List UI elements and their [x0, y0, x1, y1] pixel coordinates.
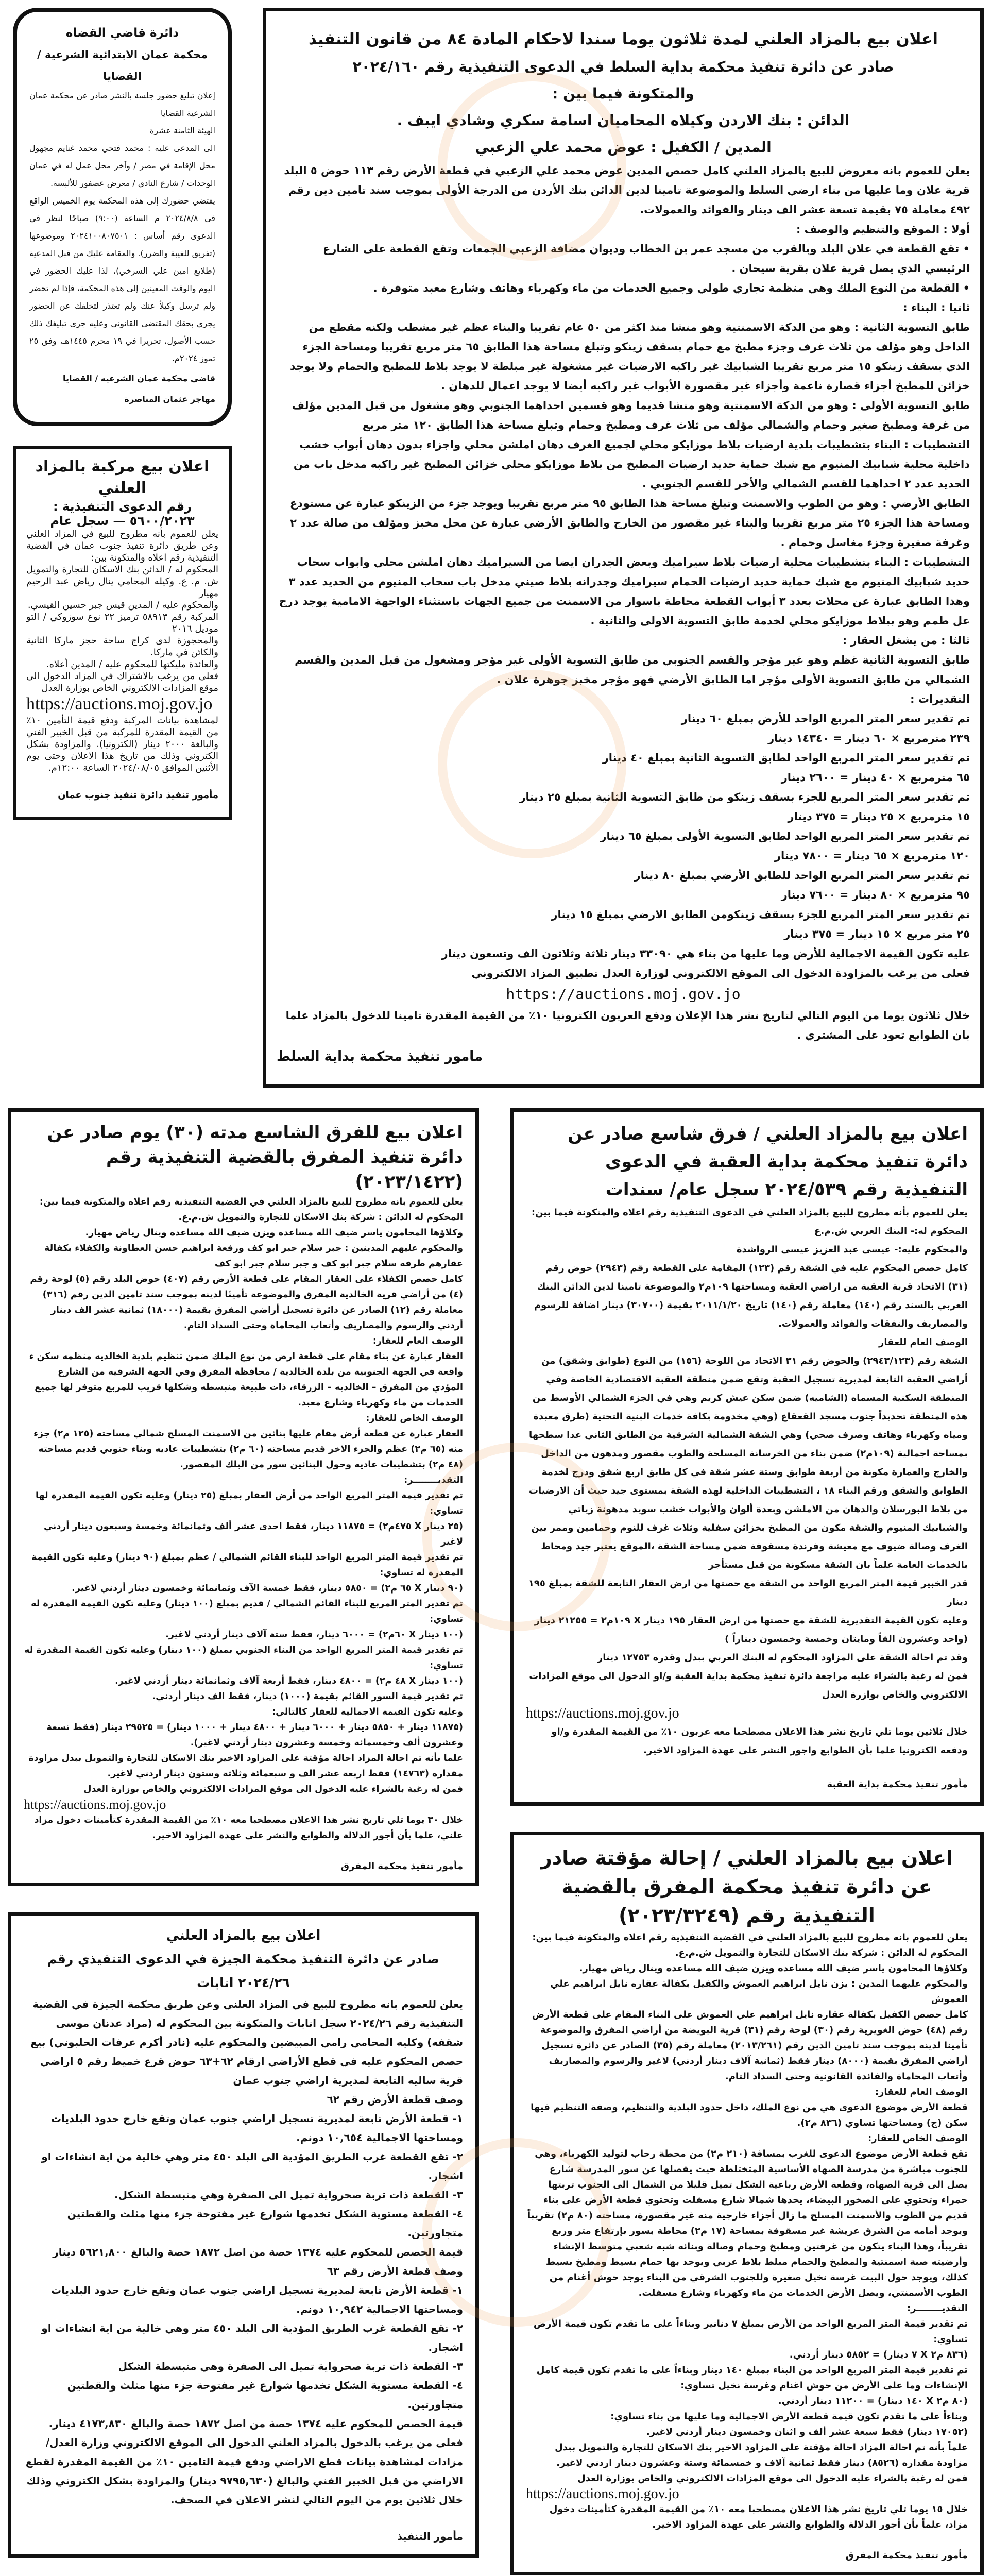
notice-paragraph: (١٧٠٥٢ دينار) فقط سبعة عشر ألف و اثنان وخمسون دينار أردني لاغير.: [646, 2427, 968, 2437]
notice-paragraph: والمحكوم عليهما المدين : يزن نايل ابراهيم العموش والكفيل بكفالة عقاره نايل ابراهيم علي العموش: [550, 1978, 968, 2005]
notice-paragraph: الوصف العام للعقار:: [372, 1336, 463, 1346]
bottom-right-column: [510, 1108, 984, 2575]
notice-paragraph: ثالثا : من يشغل العقار :: [842, 634, 970, 647]
notice-paragraph: ٩٥ مترمربع × ٨٠ دينار = ٧٦٠٠ دينار: [781, 889, 970, 901]
notice-paragraph: وعليه تكون القيمة التقديرية للشقة مع حصتها من ارض العقار ١٩٥ دينار X ١٠٩م٢ = ٢١٢٥٥ دينار: [534, 1615, 968, 1626]
notice-paragraph: المحكوم له:- البنك العربي ش.م.ع: [814, 1226, 968, 1236]
auctions-link[interactable]: https://auctions.moj.gov.jo: [506, 986, 741, 1003]
notice-paragraph: التقديــــــــر:: [907, 2303, 968, 2314]
notice-paragraph: خلال ثلاثين يوما تلي تاريخ نشر هذا الاعلان مصطحبا معه عربون ١٠٪ من القيمة المقدرة و/او ودفعه الكترونيا علما بأن الطوابع واجور النشر على عهدة المزاود الاخير.: [551, 1726, 968, 1756]
notice-paragraph: • القطعة من النوع الملك وهي منظمة تجاري طولي وجميع الخدمات من ماء وكهرباء وهاتف وشارع معبد متوفرة .: [373, 282, 970, 294]
notice-paragraph: (١٠٠ دينار X ٤٨ م٢) = ٤٨٠٠ دينار، فقط أربعة آلاف وثمانمائة دينار أردني لاغير.: [115, 1676, 463, 1686]
notice-paragraph: وكلاؤها المحامون ياسر ضيف الله مساعده ويزن ضيف الله مساعده وينال رياض مهيار.: [85, 1228, 463, 1238]
notice-paragraph: (واحد وعشرون الفاً ومايتان وخمسة وخمسون ديناراً ): [725, 1634, 968, 1645]
notice-title: محكمة عمان الابتدائية الشرعية / القضايا: [37, 48, 208, 82]
notice-title: ٥٦٠٠/٢٠٢٣ — سجل عام: [50, 514, 195, 528]
notice-paragraph: تقع قطعة الأرض موضوع الدعوى للغرب بمسافة (٢١٠ م٢) من محطة رحاب لتوليد الكهرباء، وهي للجنوب مباشرة من مدرسة الصهاه الأساسية المتختلطة حيث يفصلها عن سور المدرسة شارع يصل الى قرية الصهاه، وقطعة الأرض رباعية الشكل تميل قليلا من الشمال الى الجنوب تربتها حمراء وتحتوي على الصخور البيضاء، يحدها شمالا شارع مسفلت وتحتوي قطعة الأرض على بناء قديم من الطوب والأسمنت المسلح ما زال أجزاء خارجية منه غير مقصورة، مساحته (٨٠ م٢) تقريباً ويوجد أمامه من الشرق عريشة غير مسقوفة بمساحة (١٧ م٢) محاطة بسور بإرتفاع متر وربع تقريباً، وهذا البناء يتكون من غرفتين ومطبخ وحمام وصالة وبنائه شبه شعبي متوسط الإنشاء وأرضيته صبة اسمنتية والمطبخ والحمام مبلط بلاط عربي ويوجد بها حمام بسيط ومطبخ بسيط كذلك، ويوجد حول البيت غرسة نخيل صغيرة وللجنوب الشرقي من البناء يوجد حوش أغنام من الطوب الأسمنتي، ويصل الأرض الخدمات من ماء وكهرباء وشارع مسفلت.: [527, 2148, 968, 2298]
notice-paragraph: طابق التسوية الأولى : وهو من الدكة الاسمنتية وهو منشا قديما وهو قسمين احداهما الجنوبي وهو مشغول من قبل المدين مؤلف من غرفة ومطبخ صغير وحمام والشمالي مؤلف من ثلاث غرف ومطبخ وحمام وتبلغ مساحة هذا الطابق ١٢٠ متر مربع: [292, 399, 970, 431]
notice-paragraph: وبناءاً على ما تقدم تكون قيمة قطعة الأرض الاجمالية وما عليها من بناء تساوي:: [610, 2411, 968, 2422]
notice-paragraph: ١- قطعة الأرض تابعة لمديرية تسجيل اراضي جنوب عمان وتقع خارج حدود البلديات ومساحتها الاجمالية ١٠,٦٥٤ دونم.: [50, 2112, 463, 2144]
notice-paragraph: فعلى من يرغب بالاشتراك في المزاد الدخول الى موقع المزادات الالكتروني الخاص بوزارة العدل: [26, 671, 218, 693]
notice-paragraph: الوصف الخاص للعقار:: [366, 1413, 463, 1423]
notice-title: الدائن : بنك الاردن وكيلاه المحاميان اسامة سكري وشادي ايبف .: [397, 112, 850, 129]
notice-paragraph: ١٥ مترمربع × ٢٥ دينار = ٣٧٥ دينار: [788, 810, 970, 823]
notice-paragraph: التقديرات :: [910, 693, 970, 705]
notice-paragraph: المحكوم له / الدائن بنك الاسكان للتجارة والتمويل ش. م. ع. وكيله المحامي ينال رياض عبد الرحيم مهيار: [26, 564, 218, 599]
notice-title: اعلان بيع بالمزاد العلني / فرق شاسع صادر عن دائرة تنفيذ محكمة بداية العقبة في الدعوى التنفيذية رقم ٢٠٢٤/٥٣٩ سجل عام/ سندات: [568, 1124, 968, 1200]
notice-paragraph: تم تقدير قيمة المتر المربع الواحد للبناء القائم الشمالي / عظم بمبلغ (٩٠ دينار) وعليه تكون القيمة المقدرة له تساوي:: [31, 1552, 463, 1578]
notice-paragraph: تم تقدير قيمة المتر المربع الواحد من الأرض بمبلغ ٧ دنانير وبناءاً على ما تقدم تكون قيمة الأرض تساوي:: [533, 2318, 968, 2345]
notice-paragraph: الوصف العام للعقار: [879, 1337, 968, 1348]
notice-paragraph: والعائدة مليكتها للمحكوم عليه / المدين أعلاه.: [46, 659, 218, 670]
notice-paragraph: طابق التسوية الثانية غظم وهو غير مؤجر والقسم الجنوبي من طابق التسوية الأولى غير مؤجر ومشغول من قبل المدين والقسم الشمالي من طابق التسوية الأولى مؤجر اما الطابق الأرضي فهو مؤجر مخبز جوهرة علان .: [295, 654, 970, 686]
notice-paragraph: والمحكوم عليه / المدين قيس جبر حسين القيسي.: [27, 600, 218, 611]
notice-paragraph: ٤- القطعة مستوية الشكل تخدمها شوارع غير مفتوحة جزء منها مثلث والقطتين متجاورتين.: [67, 2208, 463, 2239]
notice-paragraph: تم تقدير سعر المتر المربع الواحد لطابق التسوية الأولى بمبلغ ٦٥ دينار: [600, 830, 970, 842]
notice-signature: مامور تنفيذ محكمة بداية السلط: [277, 1049, 483, 1064]
notice-paragraph: وكلاؤها المحامون ياسر ضيف الله مساعده ويزن ضيف الله مساعده وينال رياض مهيار.: [579, 1963, 968, 1974]
bottom-left-column: [8, 1108, 479, 2558]
notice-signature: مأمور التنفيذ: [397, 2530, 463, 2543]
notice-paragraph: خلال ٣٠ يوما تلي تاريخ نشر هذا الاعلان مصطحبا معه ١٠٪ من القيمة المقدرة كتأمينات دخول مزاد علني، علما بأن أجور الدلالة والطوابع والنشر على عهدة المزاود الاخير.: [34, 1815, 463, 1841]
notice-paragraph: تم تقدير سعر المتر المربع للجزء بسقف زينكو من طابق التسوية الثانية بمبلغ ٢٥ دينار: [519, 791, 970, 803]
notice-paragraph: وعليه تكون القيمة الاجمالية للعقار كالتالي:: [272, 1707, 463, 1717]
notice-paragraph: فمن له رغبة بالشراء عليه الدخول الى موقع المزادات الالكتروني والخاص بوزارة العدل: [83, 1784, 463, 1794]
notice-paragraph: يعلن للعموم بأنه مطروح للبيع بالمزاد العلني في الدعوى التنفيذية رقم اعلاه والمتكونة فيما بين:: [531, 1207, 968, 1218]
auctions-link[interactable]: https://auctions.moj.gov.jo: [26, 694, 213, 714]
notice-paragraph: • تقع القطعة في علان البلد وبالقرب من مسجد عمر بن الخطاب وديوان مضافة الزعبي الجمعات وتقع القطعة على الشارع الرئيسي الذي يصل قرية علان بقرية سيحان .: [322, 243, 970, 275]
notice-paragraph: التقديــــــــر:: [404, 1475, 463, 1485]
notice-paragraph: يعلن للعموم بانه مطروح للبيع في المزاد العلني وعن طريق محكمة الجيزة في القضية التنفيذية رقم ٢٠٢٤/٢٦ سجل انابات والمتكونة بين المحكوم له (مراد عدنان موسى شقفه) وكليه المحامي رامي المبيضين والمحكوم عليه (نادر أكرم عرفات الحلبوني) بيع حصص المحكوم عليه في قطع الأراضي ارقام ٦٢+٦٣ حوض قرع خميط رقم ٥ اراضي قرية ساليه التابعة لمديرية اراضي جنوب عمان: [30, 1998, 463, 2087]
notice-aqaba-court-auction: [510, 1108, 984, 1806]
notice-paragraph: (٢٥ دينار X ٤٧٥م٢) = ١١٨٧٥ دينار، فقط احدى عشر ألف وثمانمائة وخمسة وسبعون دينار أردني لاغير: [44, 1521, 463, 1547]
notice-title: اعلان بيع بالمزاد العلني: [166, 1928, 321, 1943]
notice-paragraph: المحكوم له الدائن : شركة بنك الاسكان للتجارة والتمويل ش.م.ع.: [178, 1212, 463, 1223]
notice-paragraph: كامل حصص المحكوم عليه في الشقة رقم (١٢٣) المقامة على القطعة رقم (٢٩٤٣) حوض رقم (٣١) الاتحاد قرية العقبة من اراضي العقبة ومساحتها ١٠٩م٢ والموضوعة تامينا لدين الدائن البنك العربي بالسند رقم (١٤٠) معاملة رقم (١٤٠) تاريخ ٢٠١١/١/٢٠ بقيمة (٣٠٧٠٠) دينار اضافة للرسوم والمصاريف والنفقات والفوائد والعمولات.: [534, 1263, 968, 1329]
notice-paragraph: يعلن للعموم بانه مطروح للبيع بالمزاد العلني في القضية التنفيذية رقم اعلاه والمتكونة فيما بين:: [532, 1932, 968, 1943]
auctions-link[interactable]: https://auctions.moj.gov.jo: [526, 2486, 679, 2502]
notice-paragraph: تم تقدير سعر المتر المربع الواحد لطابق التسوية الثانية بمبلغ ٤٠ دينار: [602, 752, 970, 764]
notice-paragraph: عليه تكون القيمة الاجمالية للأرض وما عليها من بناء هي ٣٣٠٩٠ دينار ثلاثة وثلاثون الف وتسعون دينار: [441, 947, 970, 960]
notice-title: صادر عن دائرة تنفيذ محكمة بداية السلط في الدعوى التنفيذية رقم ٢٠٢٤/١٦٠: [352, 58, 894, 75]
notice-signature: مأمور تنفيذ محكمة المفرق: [845, 2550, 968, 2561]
notice-signature: مأمور تنفيذ محكمة بداية العقبة: [827, 1779, 968, 1790]
notice-paragraph: الطابق الأرضي : وهو من الطوب والاسمنت وتبلغ مساحة هذا الطابق ٩٥ متر مربع تقريبا ويوجد جزء من الزينكو عبارة عن مستودع ومساحة هذا الجزء ٢٥ متر مربع تقريبا والبناء غير مقصور من الخارج والطابق الأرضي عبارة عن محل مخبز ومؤلف من صالة عدد ٢ وغرفة صغيرة وجزء مغاسل وحمام .: [289, 497, 970, 549]
notice-paragraph: التشطيبات : البناء بتشطيبات بلدية ارضيات بلاط موزايكو محلي لجميع الغرف دهان املشن محلي واجزاء بدون دهان أبواب خشب داخلية محلية شبابيك المنيوم مع شبك حماية حديد ارضيات المطبخ من بلاط موزايكو محلي خزائن المطبخ غير راكبه مدخل باب من الحديد عدد ٢ احداهما للقسم الشمالي والأخر للقسم الجنوبي .: [293, 438, 970, 490]
notice-paragraph: ٣- القطعة ذات تربة صحرواية تميل الى الصفرة وهي منبسطة الشكل.: [114, 2189, 463, 2201]
notice-paragraph: وصف قطعة الأرض رقم ٦٢: [327, 2093, 463, 2106]
notice-paragraph: ثانيا : البناء :: [903, 301, 970, 314]
notice-paragraph: إعلان تبليغ حضور جلسة بالنشر صادر عن محكمة عمان الشرعية القضايا: [29, 91, 215, 118]
notice-paragraph: العقار عبارة عن قطعة أرض مقام عليها بنائين من الاسمنت المسلح شمالي مساحته (١٢٥ م٢) جزء منه (٦٥ م٢) عظم والجزء الاخر قديم مساحته (٦٠ م٢) بتشطيبات عاديه وبناء جنوبي قديم مساحته (٤٨ م٢) بتشطيبات عاديه وحول البنائين سور من البلك المقصور.: [33, 1429, 463, 1470]
notice-paragraph: العقار عبارة عن بناء مقام على قطعة ارض من نوع الملك ضمن تنظيم بلدية الخالديه منظمه سكن ء واقعة في الجهة الجنوبية من بلدة الخالدية / محافظة المفرق وفي الجهة الشرقيه من الشارع المؤدي من المفرق – الخالديه – الزرقاء، ذات طبيعة منبسطه وشكلها قريب للمربع متوفر لها جميع الخدمات من ماء وكهرباء وشارع معبد.: [29, 1351, 463, 1408]
notice-title: اعلان بيع مركبة بالمزاد العلني: [35, 457, 210, 497]
notice-title: اعلان بيع بالمزاد العلني / إحالة مؤقتة صادر عن دائرة تنفيذ محكمة المفرق بالقضية التنفيذية رقم (٢٠٢٣/٣٢٤٩): [540, 1846, 953, 1927]
notice-paragraph: كامل حصص الكفلاء على العقار المقام على قطعة الأرض رقم (٤٠٧) حوض البلد رقم (٥) لوحة رقم (٤) من أراضي قرية الخالدية المفرق والموضوعة تأمينًا لدينه بموجب سند تامين الدين رقم (٣١٦) معاملة رقم (١٢) الصادر عن دائرة تسجيل أراضي المفرق بقيمة (١٨٠٠٠) ثمانية عشر الف دينار أردني والرسوم والمصاريف وأتعاب المحاماة وحتى السداد التام.: [30, 1274, 463, 1331]
auctions-link[interactable]: https://auctions.moj.gov.jo: [526, 1705, 679, 1721]
notice-paragraph: تم تقدير قيمة المتر المربع الواحد من أرض العقار بمبلغ (٢٥ دينار) وعليه تكون القيمة المقدرة لها تساوي:: [35, 1490, 463, 1516]
notice-paragraph: يعلن للعموم بانه معروض للبيع بالمزاد العلني كامل حصص المدين عوض محمد علي الزعبي في قطعة الأرض رقم ١١٣ حوض ٥ البلد قرية علان وما عليها من بناء ارضي السلط والموضوعة تامينا لدين الدائن بنك الأردن من الدرجة الأولى بموجب سند تامين دين رقم ٤٩٢ معاملة ٧٥ بقيمة تسعة عشر الف دينار والفوائد والعمولات.: [284, 164, 970, 216]
notice-paragraph: تم تقدير المتر المربع للبناء القائم الشمالي / قديم بمبلغ (١٠٠ دينار) وعليه تكون القيمة المقدرة له تساوي:: [31, 1599, 463, 1624]
notice-paragraph: والمحكوم عليه:- عيسى عبد العزيز عيسى الرواشدة: [736, 1244, 968, 1255]
notice-paragraph: فمن له رغبة بالشراء عليه مراجعة دائرة تنفيذ محكمة بداية العقبة و/او الدخول الى موقع المزادات الالكتروني والخاص بوازرة العدل: [529, 1671, 968, 1700]
notice-paragraph: يعلن للعموم بأنه مطروح للبيع في المزاد العلني وعن طريق دائرة تنفيذ جنوب عمان في القضية التنفيذية رقم اعلاه والمتكونة بين:: [26, 529, 218, 563]
notice-paragraph: (٨٣٦ م٢ X ٧ دينار) = ٥٨٥٢ دينار أردني.: [789, 2349, 968, 2360]
notice-paragraph: يقتضي حضورك إلى هذه المحكمة يوم الخميس الواقع في ٢٠٢٤/٨/٨ م الساعة (٩:٠٠) صباحًا لنظر في الدعوى رقم أساس : ٢٠٢٤١٠٠٨٠٧٥٠١ وموضوعها (تفريق للغيبة والضرر). والمقامة عليك من قبل المدعية (طلايع امين علي السرخي)، لذا عليك الحضور في اليوم والوقت المعينين إلى هذه المحكمة، فإذا لم تحضر ولم ترسل وكيلاً عنك ولم تعتذر لتخلفك عن الحضور يجري بحقك المقتضى القانوني وعليه جرى تبليغك ذلك حسب الأصول، تحريرا في ١٩ محرم ١٤٤٥هـ، وفق ٢٥ تموز ٢٠٢٤م.: [29, 196, 215, 363]
notice-paragraph: الهيئة الثامنة عشرة: [149, 126, 215, 135]
notice-signature: قاضي محكمة عمان الشرعيه / القضايا: [62, 374, 215, 383]
notice-paragraph: المحكوم له الدائن : شركة بنك الاسكان للتجارة والتمويل ش.م.ع.: [675, 1947, 968, 1958]
notice-signature: مهاجر عثمان المناصرة: [124, 394, 215, 404]
notice-paragraph: أولا : الموقع والتنظيم والوصف :: [796, 223, 970, 235]
notice-paragraph: ٦٥ مترمربع × ٤٠ دينار = ٢٦٠٠ دينار: [781, 771, 970, 784]
notice-title: والمتكونة فيما بين :: [552, 85, 694, 102]
notice-paragraph: تم تقدير قيمة المتر المربع الواحد من البناء بمبلغ ١٤٠ دينار وبناءاً على ما تقدم تكون قيمة كامل الإنشاءات وما على الأرض من حوش اغنام وغرسة نخيل تساوي:: [536, 2365, 968, 2391]
notice-signature: مأمور تنفيذ دائرة تنفيذ جنوب عمان: [58, 790, 218, 801]
notice-paragraph: لمشاهدة بيانات المركبة ودفع قيمة التأمين ١٠٪ من القيمة المقدرة للمركبة من قبل الخبير الفني والبالغة ٢٠٠٠ دينار (الكترونيا). والمزاودة بشكل الكتروني وذلك من تاريخ هذا الاعلان وحتى يوم الأثنين الموافق ٢٠٢٤/٠٨/٠٥ الساعة ١٢:٠٠م.: [26, 715, 218, 773]
notice-paragraph: الوصف الخاص للعقار:: [868, 2133, 968, 2144]
auctions-link[interactable]: https://auctions.moj.gov.jo: [24, 1797, 166, 1812]
notice-paragraph: قيمة الحصص للمحكوم عليه ١٣٧٤ حصة من اصل ١٨٧٢ حصة والبالغ ٤١٧٣,٨٣٠ دينار.: [48, 2417, 463, 2430]
notice-paragraph: ٣- القطعة ذات تربة صحرواية تميل الى الصفرة وهي منبسطة الشكل: [118, 2360, 463, 2372]
notice-paragraph: (١٠٠ دينار X ٦٠م٢) = ٦٠٠٠ دينار، فقط ستة آلاف دينار أردني لاغير.: [165, 1630, 463, 1640]
notice-title: المدين / الكفيل : عوض محمد علي الزعبي: [475, 139, 772, 156]
notice-paragraph: قدر الخبير قيمة المتر المربع الواحد من الشقة مع حصتها من ارض العقار التابعة للشقة بمبلغ ١٩٥ دينار: [528, 1578, 968, 1607]
notice-paragraph: قيمة الحصص للمحكوم عليه ١٣٧٤ حصة من اصل ١٨٧٢ حصة والبالغ ٥٦٢١,٨٠٠ دينار: [53, 2246, 463, 2258]
notice-paragraph: ١٢٠ مترمربع × ٦٥ دينار = ٧٨٠٠ دينار: [774, 850, 970, 862]
notice-title: دائرة قاضي القضاه: [65, 26, 179, 40]
notice-mafraq-auction-3249: [510, 1832, 984, 2575]
notice-paragraph: فعلى من يرغب بالمزاودة الدخول الى الموقع الالكتروني لوزارة العدل تطبيق المزاد الالكتروني: [471, 967, 970, 979]
notice-title: رقم الدعوى التنفيذية :: [53, 499, 192, 514]
notice-paragraph: علماً بأنه تم احالة المزاد احالة مؤقتة على المزاود الاخير بنك الاسكان للتجارة والتمويل ببدل مزاودة مقداره (٨٥٢٦) دينار فقط ثمانية آلاف و خمسمائة وستة وعشرون دينار اردني لاغير.: [555, 2442, 968, 2468]
left-column: [13, 8, 232, 820]
notice-paragraph: خلال ١٥ يوما تلي تاريخ نشر هذا الاعلان مصطحبا معه ١٠٪ من القيمة المقدرة كتأمينات دخول مزاد، علماً بأن أجور الدلالة والطوابع والنشر على عهدة المزاود الاخير.: [549, 2504, 968, 2530]
notice-title: اعلان بيع للفرق الشاسع مدته (٣٠) يوم صادر عن دائرة تنفيذ المفرق بالقضية التنفيذية رقم (٢٠٢٣/١٤٢٢): [47, 1122, 463, 1192]
notice-paragraph: ٢٥ متر مربع × ١٥ دينار = ٣٧٥ دينار: [784, 928, 970, 940]
notice-paragraph: المركبة رقم ٥٨٩١٣ ترميز ٢٢ نوع سوزوكي / التو موديل ٢٠١٦: [26, 612, 218, 634]
notice-paragraph: والمحجوزة لدى كراج ساحة حجز ماركا الثانية والكائن في ماركا.: [26, 635, 218, 658]
notice-paragraph: وقد تم احالة الشقة على المزاود المحكوم له البنك العربي ببدل وقدره ١٢٧٥٣ دينار: [597, 1652, 968, 1663]
notice-paragraph: ٤- القطعة مستوية الشكل تخدمها شوارع غير مفتوحة جزء منها مثلث والقطتين متجاورتين.: [67, 2379, 463, 2411]
notice-paragraph: الوصف العام للعقار:: [875, 2087, 968, 2097]
notice-paragraph: تم تقدير سعر المتر المربع للجزء بسقف زينكومن الطابق الارضي بمبلغ ١٥ دينار: [551, 908, 970, 921]
notice-title: ٢٠٢٤/٢٦ انابات: [197, 1975, 290, 1990]
notice-paragraph: التشطيبات : البناء بتشطيبات محلية ارضيات بلاط سيراميك وبعض الجدران ايضا من السيراميك دهان املشن محلي وابواب سحاب حديد شبابيك المنيوم مع شبك حماية حديد ارضيات الحمام سيراميك وجدرانه بلاط صيني مدخل باب سحاب المنيوم من الحديد عدد ٣ وهذا الطابق عبارة عن محلات بعدد ٣ أبواب القطعة محاطة باسوار من الاسمنت من جميع الجهات باستثناء الواجهة الامامية يوجد درج عل طمم وهو ببلاط موزايكو محلي لخدمة طابق التسوية الاولى والثانية .: [279, 556, 970, 627]
notice-paragraph: خلال ثلاثون يوما من اليوم التالي لتاريخ نشر هذا الإعلان ودفع العربون الكترونيا ١٠٪ من القيمة المقدرة تامينا للدخول بالمزاد علما بان الطوابع تعود على المشتري .: [285, 1009, 970, 1041]
notice-vehicle-auction: [13, 446, 232, 820]
notice-paragraph: (١١٨٧٥ دينار + ٥٨٥٠ دينار + ٦٠٠٠ دينار + ٤٨٠٠ دينار + ١٠٠٠ دينار) = ٢٩٥٢٥ دينار (فقط تسعة وعشرون ألف وخمسمائة وخمسة وعشرون دينار أردني لاغير).: [46, 1722, 463, 1748]
notice-paragraph: تم تقدير سعر المتر المربع الواحد للأرض بمبلغ ٦٠ دينار: [681, 713, 970, 725]
notice-paragraph: ٢- تقع القطعة غرب الطريق المؤدية الى البلد ٤٥٠ متر وهي خالية من اية انشاءات او اشجار.: [41, 2322, 463, 2353]
bottom-section: [0, 1108, 992, 2575]
notice-jiza-court-auction: [8, 1912, 479, 2558]
notice-title: صادر عن دائرة التنفيذ محكمة الجيزة في الدعوى التنفيذي رقم: [47, 1952, 440, 1967]
notice-paragraph: علما بأنه تم احالة المزاد احالة مؤقتة على المزاود الاخير بنك الاسكان للتجارة والتمويل ببدل مزاودة مقداره (١٤٧٦٣) فقط اربعة عشر الف و سبعمائة وثلاثة وستون دينار اردني لاغير.: [28, 1753, 463, 1779]
top-section: [0, 0, 992, 1088]
notice-paragraph: تم تقدير سعر المتر المربع الواحد للطابق الأرضي بمبلغ ٨٠ دينار: [634, 869, 970, 882]
notice-title: اعلان بيع بالمزاد العلني لمدة ثلاثون يوما سندا لاحكام المادة ٨٤ من قانون التنفيذ: [308, 30, 938, 48]
notice-paragraph: كامل حصص الكفيل بكفالة عقاره نايل ابراهيم علي العموش على البناء المقام على قطعة الأرض رقم (٤٨) حوض الغويرية رقم (٣٠) لوحة رقم (٣١) قرية البويضة من أراضي المفرق والموضوعة تأمينا لدينه بموجب سند تامين الدين رقم (٢٠١٣/٢٦١) معاملة رقم (٣٥) الصادر عن دائرة تسجيل أراضي المفرق بقيمة (٨٠٠٠) دينار فقط (ثمانية آلاف دينار أردني) لاغير والرسوم والمصاريف وأتعاب المحاماة والفائدة القانونية وحتى السداد التام.: [532, 2009, 968, 2082]
notice-paragraph: الى المدعى عليه : محمد فتحي محمد غنايم مجهول محل الإقامة في مصر / وآخر محل عمل له في عمان الوحدات / شارع النادي / معرض عصفور للألبسة.: [29, 143, 215, 188]
notice-paragraph: (٨٠ م٢ X ١٤٠ دينار) = ١١٢٠٠ دينار أردني.: [778, 2396, 968, 2406]
notice-sharia-court-summons: [13, 8, 232, 426]
notice-paragraph: والمحكوم عليهم المدينين : جبر سلام جبر ابو كف ورفعة ابراهيم حسن العطاونة والكفلاء بكفالة عقارهم طرفه سلام جبر ابو كف و جبر سلام جبر ابو كف: [44, 1243, 463, 1269]
notice-paragraph: ٢- تقع القطعة غرب الطريق المؤدية الى البلد ٤٥٠ متر وهي خالية من اية انشاءات او اشجار.: [41, 2150, 463, 2182]
notice-paragraph: يعلن للعموم بانه مطروح للبيع بالمزاد العلني في القضية التنفيذية رقم اعلاه والمتكونة فيما بين:: [39, 1197, 463, 1207]
notice-paragraph: فعلى من يرغب بالدخول بالمزاد العلني الدخول الى الموقع الالكتروني وزارة العدل/ مزادات لمشاهدة بيانات قطع الاراضي ودفع قيمة التامين ١٠٪ من القيمة المقدرة لقطع الاراضي من قبل الخبير الفني والبالغ (٩٧٩٥,٦٣٠ دينار) والمزاودة بشكل الكتروني وذلك خلال ثلاثين يوم من اليوم التالي لنشر الاعلان في الصحف.: [25, 2436, 463, 2506]
notice-paragraph: تم تقدير قيمة السور القائم بقيمة (١٠٠٠) دينار، فقط الف دينار أردني.: [152, 1691, 463, 1702]
notice-paragraph: وصف قطعة الأرض رقم ٦٣: [327, 2265, 463, 2277]
notice-salt-court-auction: [263, 8, 984, 1088]
notice-paragraph: تم تقدير قيمة المتر المربع الواحد من البناء الجنوبي بمبلغ (١٠٠ دينار) وعليه تكون القيمة المقدرة له تساوي:: [24, 1645, 463, 1671]
notice-paragraph: طابق التسوية الثانية : وهو من الدكة الاسمنتية وهو منشا منذ اكثر من ٥٠ عام تقريبا والبناء عظم غير مشطب ولكنه مقطع من الداخل وهو مؤلف من ثلاث غرف وجزء مطبخ مع حمام بسقف زينكو وتبلغ مساحة هذا الطابق ٦٥ متر مربع تقريبا ومساحة الجزء الذي بسقف زينكو ١٥ متر مربع تقريبا الشبابيك غير راكبه الارضيات غير مشغولة غير مبلطة لا يوجد بلاط للمطبخ والحمام ولا يوجد خزائن للمطبخ أجزاء قصارة ناعمة وأجزاء غير مقصورة الأبواب غير راكبه أيضا لا يوجد اعمال للدهان .: [289, 321, 970, 392]
notice-paragraph: الشقة رقم (٢٩٤٣/١٢٣) والحوض رقم ٣١ الاتحاد من اللوحة (١٥٦) من النوع (طوابق وشقق) من أراضي العقبة التابعة لمديرية تسجيل العقبة وتقع ضمن منطقة العقبة الاقتصادية الخاصة وفي المنطقة السكنية المسماه (الشاميه) ضمن سكن عيش كريم وهي في الجزء الشمالي الأوسط من هذه المنطقة تحديداً جنوب مسجد القعقاع (وهي مخدومة بكافة خدمات البنية التحتية (طرق معبدة ومياه وكهرباء وهاتف وصرف صحي) وهي الشقة الشمالية الشرقية من الطابق الثاني عدا سطحها بمساحة اجمالية (١٠٩م٢) ضمن بناء من الخرسانة المسلحة والطوب مقصور ومدهون من الداخل والخارج والعمارة مكونة من أربعة طوابق وستة عشر شقة في كل طابق اربع شقق ودرج لخدمة الطوابق والشقق ورقم البناء ١٨ ، التشطيبات الداخلية لهذه الشقة بمستوى جيد حيث أن الارضيات من بلاط البورسلان والدهان من الاملشن وبعدة ألوان والأبواب خشب سويد مدهونة زياتي والشبابيك المنيوم والشقة مكون من المطبخ بخزائن سفلية وثلاث غرف للنوم وحمامين وممر بين الغرف وصالة ضيوف مع معيشة وفرندة مسقوفة ضمن مساحة الشقة ،الموقع يعتبر جيد ومحاط بالخدمات العامة علماً بان الشقة مسكونة من قبل مستأجر: [528, 1355, 968, 1570]
notice-paragraph: ١- قطعة الأرض تابعة لمديرية تسجيل اراضي جنوب عمان وتقع خارج حدود البلديات ومساحتها الاجمالية ١٠,٩٤٢ دونم.: [50, 2284, 463, 2315]
notice-paragraph: قطعة الأرض موضوع الدعوى هي من نوع الملك، داخل حدود البلدية والتنظيم، وصفة التنظيم فيها سكن (ج) ومساحتها تساوي (٨٣٦ م٢).: [531, 2102, 968, 2128]
notice-paragraph: فمن له رغبة بالشراء عليه الدخول الى موقع المزادات الالكتروني والخاص بوزارة العدل: [577, 2473, 968, 2484]
notice-mafraq-auction-1422: [8, 1108, 479, 1886]
notice-signature: مأمور تنفيذ محكمة المفرق: [340, 1861, 463, 1872]
notice-paragraph: ٢٣٩ مترمربع × ٦٠ دينار = ١٤٣٤٠ دينار: [768, 732, 970, 744]
notice-paragraph: (٩٠ دينار X ٦٥ م٢) = ٥٨٥٠ دينار، فقط خمسة الآف وثمانمائة وخمسون دينار أردني لاغير.: [72, 1583, 463, 1594]
